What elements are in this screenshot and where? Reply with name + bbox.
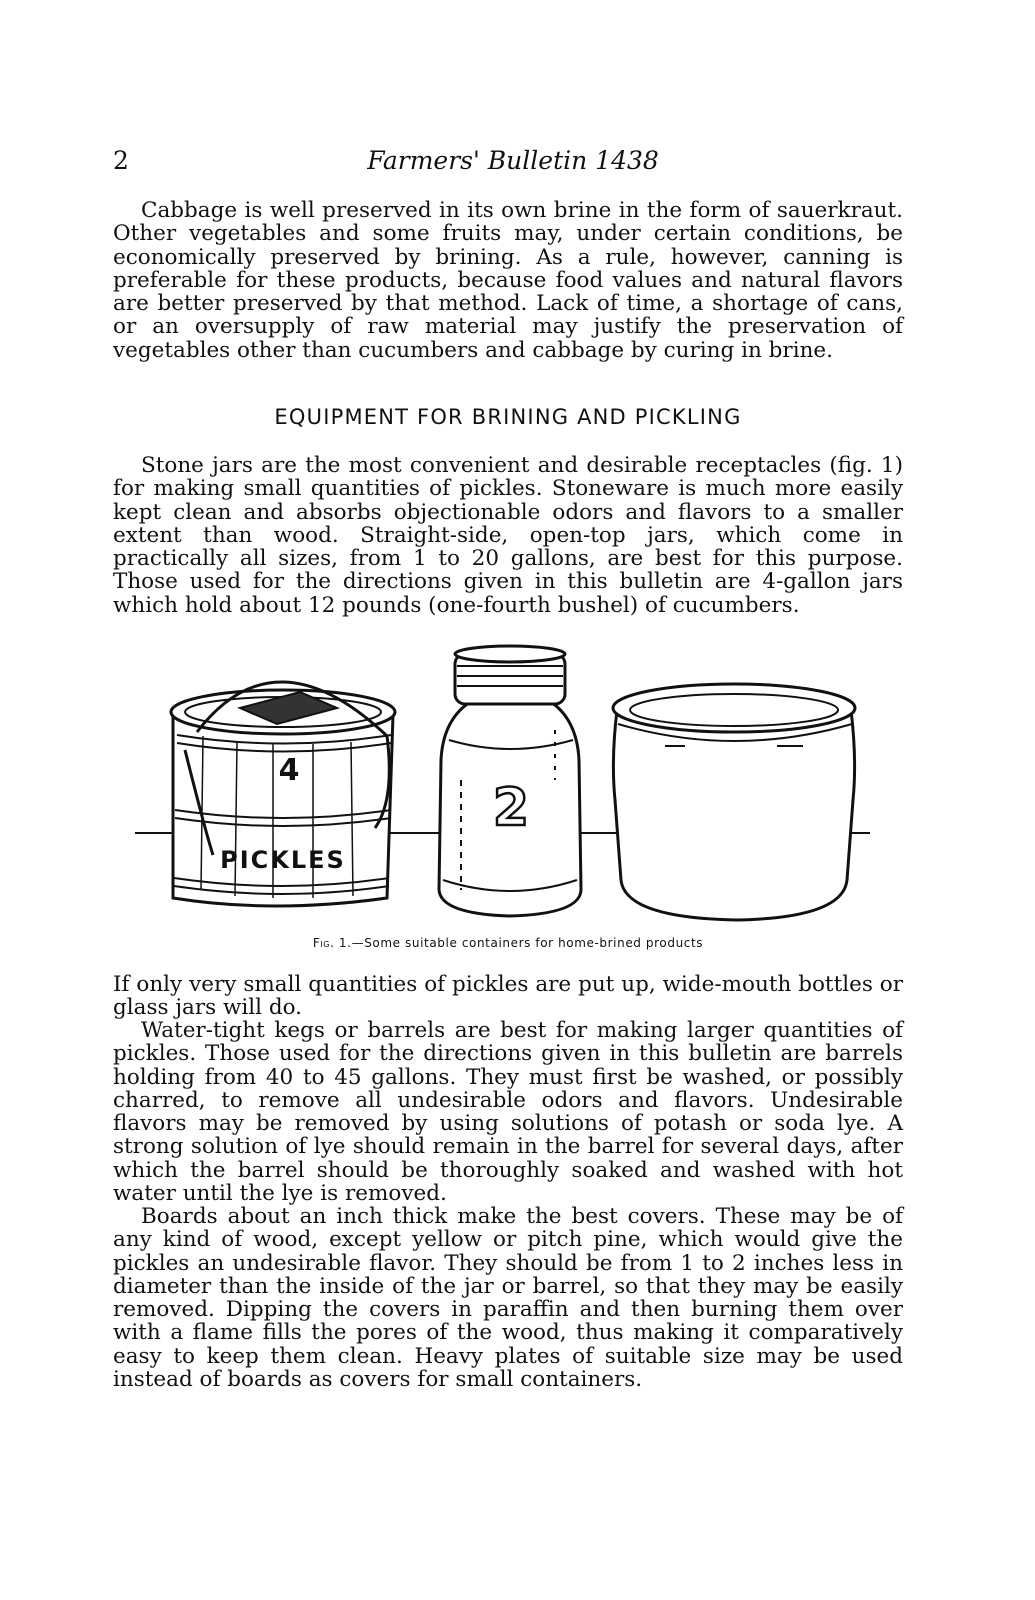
containers-illustration: [125, 640, 885, 930]
paragraph-covers: Boards about an inch thick make the best covers. These may be of any kind of wood, except yellow or pitch pine, which would give the pickles an undesirable flavor. They should be from 1 to 2 inches less in diameter than the inside of the jar or barrel, so that they may be easily removed. Dipping the covers in paraffin and then burning them over with a flame fills the pores of the wood, thus making it comparatively easy to keep them clean. Heavy plates of suitable size may be used instead of boards as covers for small containers.: [113, 1204, 903, 1393]
paragraph-stone-jars: Stone jars are the most convenient and desirable receptacles (fig. 1) for making small quantities of pickles. Stoneware is much more easily kept clean and absorbs objectionable odors and flavors to a smaller extent than wood. Straight-side, open-top jars, which come in practically all sizes, from 1 to 20 gallons, are best for this purpose. Those used for the directions given in this bulletin are 4-gallon jars which hold about 12 pounds (one-fourth bushel) of cucumbers.: [113, 453, 903, 618]
figure-containers: [125, 640, 885, 930]
stone-crock-drawing: [613, 684, 855, 920]
running-head: [113, 146, 913, 176]
paragraph-kegs-barrels: Water-tight kegs or barrels are best for making larger quantities of pickles. Those used for the directions given in this bulletin are barrels holding from 40 to 45 gallons. They must first be washed, or possibly charred, to remove all undesirable odors and flavors. Undesirable flavors may be removed by using solutions of potash or soda lye. A strong solution of lye should remain in the barrel for several days, after which the barrel should be thoroughly soaked and washed with hot water until the lye is removed.: [113, 1018, 903, 1207]
figure-caption: [113, 936, 903, 950]
paragraph-small-quantities: If only very small quantities of pickles are put up, wide-mouth bottles or glass jars will do.: [113, 972, 903, 1021]
page-number: 2: [113, 146, 129, 175]
intro-paragraph: Cabbage is well preserved in its own brine in the form of sauerkraut. Other vegetables and some fruits may, under certain conditions, be economically preserved by brining. As a rule, however, canning is preferable for these products, because food values and natural flavors are better preserved by that method. Lack of time, a shortage of cans, or an oversupply of raw material may justify the preservation of vegetables other than cucumbers and cabbage by curing in brine.: [113, 198, 903, 363]
running-title: Farmers' Bulletin 1438: [367, 146, 659, 175]
keg-number: 4: [278, 753, 300, 788]
caption-text: —Some suitable containers for home-brined products: [351, 936, 704, 950]
caption-label: Fig. 1.: [312, 936, 352, 950]
keg-label: PICKLES: [220, 846, 346, 874]
section-heading: EQUIPMENT FOR BRINING AND PICKLING: [274, 405, 742, 429]
jar-number: 2: [492, 778, 530, 838]
